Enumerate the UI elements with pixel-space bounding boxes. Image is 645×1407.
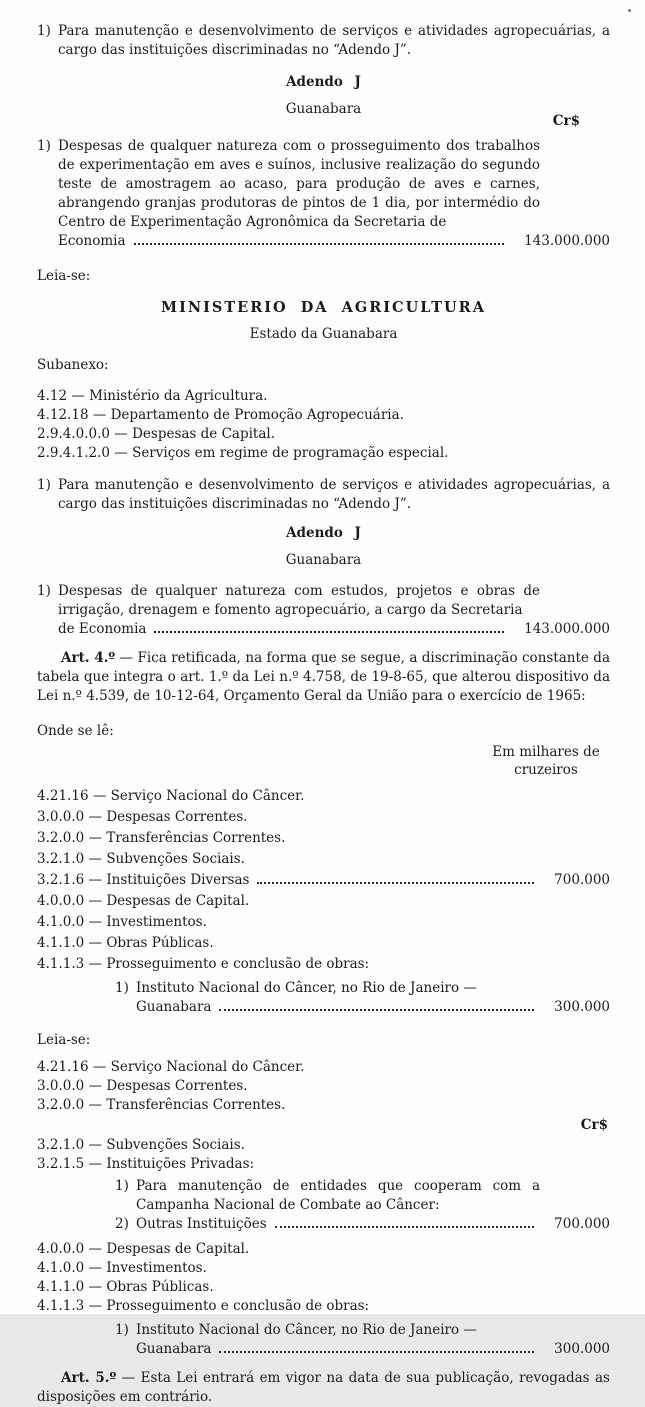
- scan-speck: [628, 9, 631, 12]
- sub-item-campanha: [115, 1177, 610, 1215]
- ministry-heading: MINISTERIO DA AGRICULTURA: [161, 299, 486, 316]
- item-marker: 1): [115, 1178, 129, 1194]
- art4-text: — Fica retificada, na forma que se segue, a discriminação constante da tabela que integra o art. 1.º da Lei n.º 4.758, de 19-8-65, que alterou dispositivo da Lei n.º 4.539, de 10-12-64, Orçamento Geral da União para o exercício de 1965:: [37, 650, 610, 704]
- item-marker: 2): [115, 1216, 129, 1232]
- leia-se-label-2: Leia-se:: [37, 1032, 91, 1048]
- state-heading: Estado da Guanabara: [249, 326, 398, 342]
- code-entry-text: 3.2.1.6 — Instituições Diversas: [37, 872, 250, 888]
- item-text: Outras Instituições: [136, 1216, 267, 1232]
- currency-label-1: Cr$: [552, 113, 580, 129]
- code-entry-diversas: [37, 871, 610, 889]
- budget-entry-2: [37, 582, 610, 639]
- entry-marker: 1): [37, 138, 51, 154]
- inner-entry-cancer-2: [115, 1321, 610, 1359]
- code-line: 3.2.1.0 — Subvenções Sociais.: [37, 851, 245, 867]
- budget-entry-1: [37, 137, 610, 251]
- subanexo-label: Subanexo:: [37, 357, 109, 373]
- code-list-leia-2: [37, 1136, 610, 1173]
- code-line: 2.9.4.0.0.0 — Despesas de Capital.: [37, 426, 275, 442]
- intro-item-text: Para manutenção e desenvolvimento de serviços e atividades agropecuárias, a cargo das instituições discriminadas no “Adendo J”.: [58, 23, 610, 58]
- code-list-onde: [37, 787, 610, 973]
- dot-leader: [134, 243, 505, 245]
- dot-leader: [154, 631, 504, 633]
- code-line: 4.0.0.0 — Despesas de Capital.: [37, 893, 250, 909]
- maintenance-item: [37, 476, 610, 514]
- adendo-heading-2: Adendo J: [286, 525, 361, 541]
- sub-item-outras: [115, 1215, 610, 1234]
- code-line: 4.0.0.0 — Despesas de Capital.: [37, 1241, 250, 1257]
- dot-leader: [275, 1226, 535, 1228]
- art5-text: — Esta Lei entrará em vigor na data de sua publicação, revogadas as disposições em contrário.: [37, 1370, 610, 1405]
- code-list-subanexo: [37, 387, 610, 462]
- entry-body: Instituto Nacional do Câncer, no Rio de Janeiro —: [136, 980, 477, 996]
- intro-item: [37, 22, 610, 60]
- code-list-leia-3: [37, 1240, 610, 1315]
- entry-body: Instituto Nacional do Câncer, no Rio de Janeiro —: [136, 1322, 477, 1338]
- entry-amount: 143.000.000: [524, 233, 610, 249]
- entry-amount: 300.000: [554, 1341, 610, 1357]
- entry-tail: Guanabara: [136, 1341, 212, 1357]
- entry-amount: 700.000: [554, 1216, 610, 1232]
- code-line: 4.12.18 — Departamento de Promoção Agropecuária.: [37, 407, 404, 423]
- code-line: 3.2.0.0 — Transferências Correntes.: [37, 830, 286, 846]
- code-line: 2.9.4.1.2.0 — Serviços em regime de programação especial.: [37, 445, 449, 461]
- art5-label: Art. 5.º: [61, 1370, 117, 1386]
- adendo-heading-1: Adendo J: [286, 74, 361, 90]
- code-line: 4.1.1.0 — Obras Públicas.: [37, 935, 214, 951]
- inner-entry-cancer-1: [115, 979, 610, 1017]
- dot-leader: [257, 882, 534, 884]
- entry-marker: 1): [37, 583, 51, 599]
- code-line: 4.21.16 — Serviço Nacional do Câncer.: [37, 1059, 305, 1075]
- code-line: 4.1.1.3 — Prosseguimento e conclusão de obras:: [37, 956, 370, 972]
- dot-leader: [219, 1009, 534, 1011]
- place-heading-1: Guanabara: [285, 101, 362, 117]
- unit-note-line2: cruzeiros: [514, 762, 578, 778]
- currency-label-2: Cr$: [580, 1117, 608, 1133]
- item-text: Para manutenção de entidades que cooperam com a Campanha Nacional de Combate ao Câncer:: [136, 1178, 540, 1213]
- item-text: Para manutenção e desenvolvimento de serviços e atividades agropecuárias, a cargo das instituições discriminadas no “Adendo J”.: [58, 477, 610, 512]
- code-entry-amount: 700.000: [554, 872, 610, 888]
- entry-body: Despesas de qualquer natureza com o prosseguimento dos trabalhos de experimentação em aves e suínos, inclusive realização do segundo teste de amostragem ao acaso, para produção de aves e carnes, abrangendo granjas produtoras de pintos de 1 dia, por intermédio do Centro de Experimentação Agronômica da Secretaria de: [58, 138, 540, 230]
- code-line: 4.1.0.0 — Investimentos.: [37, 914, 207, 930]
- entry-tail: de Economia: [58, 621, 147, 637]
- unit-note-line1: Em milhares de: [492, 744, 600, 760]
- intro-item-marker: 1): [37, 23, 51, 39]
- code-line: 4.21.16 — Serviço Nacional do Câncer.: [37, 788, 305, 804]
- art5-paragraph: [37, 1369, 610, 1407]
- code-line: 3.2.1.0 — Subvenções Sociais.: [37, 1137, 245, 1153]
- entry-amount: 143.000.000: [524, 621, 610, 637]
- unit-note: [486, 743, 606, 779]
- dot-leader: [219, 1351, 534, 1353]
- code-line: 3.0.0.0 — Despesas Correntes.: [37, 809, 248, 825]
- entry-tail: Economia: [58, 233, 126, 249]
- code-list-leia: [37, 1058, 610, 1114]
- onde-se-le-label: Onde se lê:: [37, 723, 114, 739]
- entry-marker: 1): [115, 980, 129, 996]
- entry-tail: Guanabara: [136, 999, 212, 1015]
- code-line: 4.1.1.0 — Obras Públicas.: [37, 1279, 214, 1295]
- art4-paragraph: [37, 649, 610, 706]
- leia-se-label-1: Leia-se:: [37, 268, 91, 284]
- place-heading-2: Guanabara: [285, 552, 362, 568]
- code-line: 4.1.0.0 — Investimentos.: [37, 1260, 207, 1276]
- entry-amount: 300.000: [554, 999, 610, 1015]
- art4-label: Art. 4.º: [61, 650, 116, 666]
- code-line: 3.0.0.0 — Despesas Correntes.: [37, 1078, 248, 1094]
- code-line: 4.1.1.3 — Prosseguimento e conclusão de obras:: [37, 1298, 370, 1314]
- code-line: 3.2.1.5 — Instituições Privadas:: [37, 1156, 255, 1172]
- code-line: 3.2.0.0 — Transferências Correntes.: [37, 1097, 286, 1113]
- entry-marker: 1): [115, 1322, 129, 1338]
- item-marker: 1): [37, 477, 51, 493]
- code-line: 4.12 — Ministério da Agricultura.: [37, 388, 268, 404]
- entry-body: Despesas de qualquer natureza com estudos, projetos e obras de irrigação, drenagem e fomento agropecuário, a cargo da Secretaria: [58, 583, 540, 618]
